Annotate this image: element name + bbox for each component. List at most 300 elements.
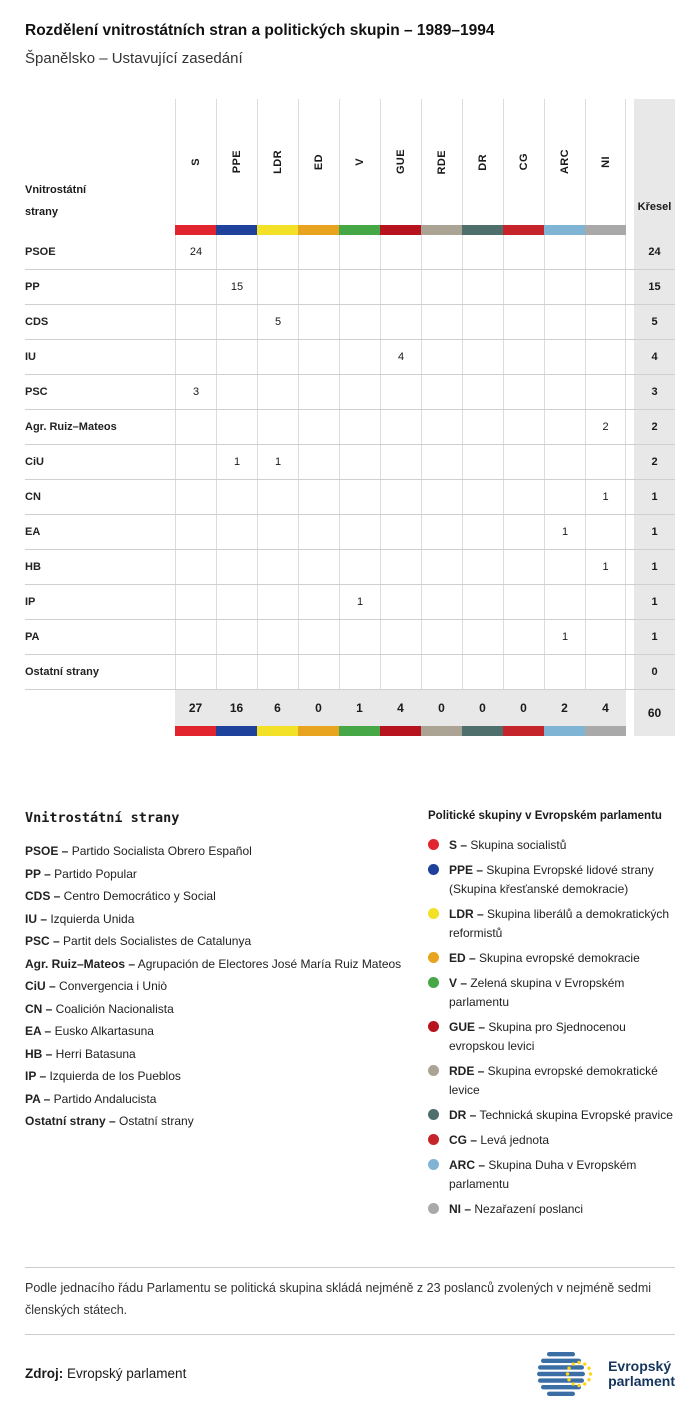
value-cell <box>585 305 626 339</box>
value-cell <box>380 375 421 409</box>
seats-cell: 5 <box>634 305 675 339</box>
group-legend-item <box>428 974 675 1012</box>
value-cell <box>298 270 339 304</box>
group-header-label: DR <box>477 153 489 171</box>
party-abbr: IP – <box>25 1069 47 1083</box>
value-cell <box>503 550 544 584</box>
value-cell <box>544 550 585 584</box>
party-abbr: EA – <box>25 1024 52 1038</box>
value-cell <box>298 550 339 584</box>
group-header-RDE <box>421 99 462 225</box>
value-cell: 15 <box>216 270 257 304</box>
column-gap <box>626 410 634 444</box>
seats-cell: 1 <box>634 550 675 584</box>
total-value: 0 <box>462 690 503 726</box>
value-cell <box>380 655 421 689</box>
value-cell <box>544 655 585 689</box>
value-cell: 1 <box>257 445 298 479</box>
value-cell <box>503 480 544 514</box>
group-legend-item <box>428 1200 675 1219</box>
party-legend-item: HB – Herri Batasuna <box>25 1046 136 1061</box>
table-row <box>25 515 675 550</box>
value-cell <box>462 620 503 654</box>
group-abbr: S – <box>449 838 468 852</box>
table-row <box>25 270 675 305</box>
group-legend-item <box>428 1156 675 1194</box>
party-legend-item: Ostatní strany – Ostatní strany <box>25 1114 194 1128</box>
group-color-dot-ARC <box>428 1159 439 1170</box>
column-gap <box>626 235 634 269</box>
seats-cell: 1 <box>634 480 675 514</box>
total-value: 2 <box>544 690 585 726</box>
party-legend-item: CDS – Centro Democrático y Social <box>25 889 216 903</box>
ep-logo-line1: Evropský <box>608 1357 672 1374</box>
legend-section <box>25 810 675 1225</box>
column-gap <box>626 340 634 374</box>
group-color-dot-DR <box>428 1109 439 1120</box>
value-cell <box>257 340 298 374</box>
value-cell <box>298 515 339 549</box>
value-cell <box>257 550 298 584</box>
party-legend-item: PA – Partido Andalucista <box>25 1091 157 1106</box>
total-value: 1 <box>339 690 380 726</box>
table-row <box>25 340 675 375</box>
value-cell <box>462 445 503 479</box>
source-row <box>25 1351 675 1397</box>
group-color-bar-LDR <box>257 225 298 235</box>
group-color-dot-V <box>428 977 439 988</box>
value-cell <box>421 270 462 304</box>
totals-spacer <box>25 690 175 736</box>
seats-cell: 3 <box>634 375 675 409</box>
value-cell <box>339 375 380 409</box>
table-row <box>25 550 675 585</box>
group-legend-text: V – Zelená skupina v Evropském parlamentu <box>449 976 625 1009</box>
group-header-NI <box>585 99 626 225</box>
group-header-PPE <box>216 99 257 225</box>
source-label: Zdroj: <box>25 1366 64 1382</box>
column-gap <box>626 305 634 339</box>
group-color-bar-V <box>339 225 380 235</box>
party-legend-item: EA – Eusko Alkartasuna <box>25 1024 154 1038</box>
totals-row <box>25 690 675 736</box>
value-cell <box>462 480 503 514</box>
value-cell <box>462 235 503 269</box>
table-row <box>25 620 675 655</box>
party-abbr: Ostatní strany – <box>25 1114 116 1128</box>
value-cell <box>339 410 380 444</box>
total-color-bar-DR <box>462 726 503 736</box>
group-legend-item <box>428 1018 675 1056</box>
value-cell <box>175 515 216 549</box>
value-cell <box>175 655 216 689</box>
value-cell <box>544 340 585 374</box>
value-cell <box>380 550 421 584</box>
seats-cell: 1 <box>634 585 675 619</box>
value-cell <box>503 235 544 269</box>
table-row <box>25 445 675 480</box>
value-cell <box>380 270 421 304</box>
party-abbr: IU – <box>25 911 48 926</box>
party-name: EA <box>25 526 41 538</box>
value-cell <box>298 445 339 479</box>
party-abbr: PSC – <box>25 934 60 948</box>
total-color-bar-GUE <box>380 726 421 736</box>
divider-top <box>25 1267 675 1268</box>
value-cell <box>298 375 339 409</box>
party-name: PSC <box>25 386 48 398</box>
total-value: 0 <box>421 690 462 726</box>
value-cell <box>421 620 462 654</box>
value-cell <box>175 480 216 514</box>
total-value: 16 <box>216 690 257 726</box>
value-cell <box>298 235 339 269</box>
group-header-label: S <box>190 158 202 166</box>
party-name: Ostatní strany <box>25 666 99 678</box>
seats-cell: 1 <box>634 620 675 654</box>
value-cell <box>421 305 462 339</box>
party-name: PSOE <box>25 246 56 258</box>
value-cell: 1 <box>216 445 257 479</box>
value-cell <box>216 340 257 374</box>
value-cell <box>175 340 216 374</box>
value-cell <box>380 515 421 549</box>
value-cell <box>216 550 257 584</box>
total-color-bar-ED <box>298 726 339 736</box>
value-cell: 1 <box>585 550 626 584</box>
bar-row-spacer <box>25 225 175 235</box>
group-header-GUE <box>380 99 421 225</box>
value-cell: 3 <box>175 375 216 409</box>
value-cell <box>298 340 339 374</box>
group-color-dot-NI <box>428 1203 439 1214</box>
ep-logo-line2: parlament <box>608 1372 675 1389</box>
value-cell <box>544 480 585 514</box>
value-cell <box>257 270 298 304</box>
value-cell <box>462 340 503 374</box>
value-cell <box>380 235 421 269</box>
total-color-bar-ARC <box>544 726 585 736</box>
seats-header-extension <box>634 225 675 235</box>
group-color-bar-S <box>175 225 216 235</box>
group-legend-item <box>428 1106 675 1125</box>
value-cell <box>544 305 585 339</box>
value-cell <box>544 445 585 479</box>
column-gap <box>626 225 634 235</box>
group-header-label: ARC <box>559 149 571 175</box>
value-cell <box>298 410 339 444</box>
group-color-dot-S <box>428 839 439 850</box>
value-cell <box>421 235 462 269</box>
ep-logo-icon <box>537 1351 599 1397</box>
divider-bottom <box>25 1334 675 1335</box>
value-cell <box>503 515 544 549</box>
party-legend-list <box>25 840 428 1133</box>
total-value: 4 <box>380 690 421 726</box>
seats-cell: 0 <box>634 655 675 689</box>
group-legend <box>428 810 675 1225</box>
group-header-label: LDR <box>272 150 284 174</box>
column-gap <box>626 515 634 549</box>
value-cell <box>175 445 216 479</box>
value-cell <box>339 480 380 514</box>
value-cell <box>257 655 298 689</box>
party-abbr: PA – <box>25 1091 51 1106</box>
value-cell <box>298 655 339 689</box>
value-cell <box>462 550 503 584</box>
value-cell <box>421 340 462 374</box>
group-abbr: GUE – <box>449 1020 486 1034</box>
group-abbr: V – <box>449 976 468 990</box>
value-cell <box>462 655 503 689</box>
party-name: Agr. Ruiz–Mateos <box>25 421 117 433</box>
value-cell <box>175 550 216 584</box>
footnote-text: Podle jednacího řádu Parlamentu se politická skupina skládá nejméně z 23 poslanců zvolených v nejméně sedmi členských státech. <box>25 1281 652 1317</box>
group-header-DR <box>462 99 503 225</box>
group-abbr: PPE – <box>449 863 484 877</box>
total-value: 6 <box>257 690 298 726</box>
group-header-LDR <box>257 99 298 225</box>
value-cell <box>421 515 462 549</box>
value-cell <box>175 305 216 339</box>
party-legend-item: CiU – Convergencia i Uniò <box>25 979 168 993</box>
party-legend-heading: Vnitrostátní strany <box>25 810 180 826</box>
value-cell <box>380 445 421 479</box>
value-cell <box>257 515 298 549</box>
value-cell <box>339 620 380 654</box>
column-gap <box>626 375 634 409</box>
party-abbr: CiU – <box>25 979 56 993</box>
total-color-bar-PPE <box>216 726 257 736</box>
party-legend-item: PP – Partido Popular <box>25 866 137 881</box>
value-cell: 1 <box>544 620 585 654</box>
group-legend-item <box>428 949 675 968</box>
value-cell <box>585 585 626 619</box>
value-cell <box>503 585 544 619</box>
value-cell <box>257 480 298 514</box>
value-cell <box>175 410 216 444</box>
value-cell <box>462 410 503 444</box>
group-header-label: NI <box>599 156 612 168</box>
party-name: PP <box>25 281 40 293</box>
value-cell <box>339 340 380 374</box>
party-name: IP <box>25 596 36 608</box>
party-legend-item: IU – Izquierda Unida <box>25 911 135 926</box>
group-color-bar-CG <box>503 225 544 235</box>
party-name: CN <box>25 491 41 503</box>
value-cell: 1 <box>544 515 585 549</box>
group-legend-text: DR – Technická skupina Evropské pravice <box>449 1108 673 1122</box>
column-gap <box>626 445 634 479</box>
group-legend-item <box>428 1131 675 1150</box>
value-cell <box>421 655 462 689</box>
value-cell <box>257 235 298 269</box>
value-cell <box>421 585 462 619</box>
total-color-bar-RDE <box>421 726 462 736</box>
page-title: Rozdělení vnitrostátních stran a politických skupin – 1989–1994 <box>25 22 495 39</box>
group-color-dot-PPE <box>428 864 439 875</box>
source-text <box>25 1366 186 1381</box>
column-gap <box>626 655 634 689</box>
table-row <box>25 480 675 515</box>
value-cell <box>544 375 585 409</box>
seats-cell: 2 <box>634 445 675 479</box>
party-abbr: CN – <box>25 1001 53 1016</box>
table-row <box>25 410 675 445</box>
total-color-bar-V <box>339 726 380 736</box>
seats-cell: 24 <box>634 235 675 269</box>
party-name: HB <box>25 561 41 573</box>
value-cell <box>421 410 462 444</box>
group-color-bar-NI <box>585 225 626 235</box>
value-cell <box>462 305 503 339</box>
value-cell <box>339 550 380 584</box>
party-legend-item: CN – Coalición Nacionalista <box>25 1001 174 1016</box>
value-cell <box>544 235 585 269</box>
total-color-bar-S <box>175 726 216 736</box>
total-value: 27 <box>175 690 216 726</box>
value-cell <box>175 585 216 619</box>
seats-cell: 2 <box>634 410 675 444</box>
group-color-dot-ED <box>428 952 439 963</box>
group-abbr: CG – <box>449 1133 478 1147</box>
group-legend-text: S – Skupina socialistů <box>449 838 567 852</box>
seats-column-header: Křesel <box>634 99 675 225</box>
group-legend-text: GUE – Skupina pro Sjednocenou evropskou levici <box>449 1020 626 1053</box>
party-legend-item: PSC – Partit dels Socialistes de Catalunya <box>25 934 252 948</box>
value-cell <box>216 620 257 654</box>
group-header-V <box>339 99 380 225</box>
value-cell <box>585 340 626 374</box>
value-cell <box>421 550 462 584</box>
value-cell <box>503 410 544 444</box>
value-cell <box>298 620 339 654</box>
value-cell <box>339 235 380 269</box>
group-color-bar-PPE <box>216 225 257 235</box>
value-cell <box>298 305 339 339</box>
table-row <box>25 655 675 690</box>
value-cell <box>380 620 421 654</box>
value-cell: 24 <box>175 235 216 269</box>
group-header-label: PPE <box>231 150 243 174</box>
group-header-label: GUE <box>395 149 407 175</box>
value-cell <box>585 375 626 409</box>
value-cell <box>380 305 421 339</box>
party-name: CiU <box>25 456 44 468</box>
group-color-bar-ARC <box>544 225 585 235</box>
party-legend <box>25 810 428 1225</box>
party-legend-item: IP – Izquierda de los Pueblos <box>25 1069 181 1083</box>
value-cell <box>503 375 544 409</box>
first-column-header-label: Vnitrostátní strany <box>25 184 87 218</box>
value-cell <box>462 375 503 409</box>
value-cell <box>216 410 257 444</box>
value-cell <box>544 270 585 304</box>
value-cell: 1 <box>585 480 626 514</box>
footnote-section <box>25 1267 675 1335</box>
value-cell <box>503 445 544 479</box>
party-name: PA <box>25 631 40 643</box>
value-cell <box>503 340 544 374</box>
value-cell <box>421 445 462 479</box>
party-abbr: Agr. Ruiz–Mateos – <box>25 956 136 971</box>
table-row <box>25 235 675 270</box>
group-legend-item <box>428 836 675 855</box>
value-cell <box>339 655 380 689</box>
group-legend-heading: Politické skupiny v Evropském parlamentu <box>428 810 662 822</box>
value-cell <box>216 480 257 514</box>
value-cell <box>339 515 380 549</box>
total-color-bar-NI <box>585 726 626 736</box>
seats-cell: 15 <box>634 270 675 304</box>
source-value: Evropský parlament <box>67 1366 187 1382</box>
group-legend-item <box>428 905 675 943</box>
value-cell <box>462 515 503 549</box>
ep-logo-text <box>608 1359 675 1389</box>
value-cell <box>257 375 298 409</box>
value-cell <box>421 480 462 514</box>
column-gap <box>626 620 634 654</box>
group-color-dot-GUE <box>428 1021 439 1032</box>
value-cell: 2 <box>585 410 626 444</box>
group-header-ED <box>298 99 339 225</box>
value-cell <box>380 480 421 514</box>
party-abbr: PSOE – <box>25 844 69 858</box>
value-cell: 5 <box>257 305 298 339</box>
value-cell <box>380 410 421 444</box>
value-cell <box>585 620 626 654</box>
value-cell <box>216 235 257 269</box>
column-gap <box>626 585 634 619</box>
group-abbr: LDR – <box>449 907 484 921</box>
group-legend-list <box>428 836 675 1219</box>
party-name: IU <box>25 351 36 363</box>
group-color-dot-LDR <box>428 908 439 919</box>
value-cell <box>339 305 380 339</box>
column-gap <box>626 690 634 736</box>
group-abbr: ED – <box>449 951 476 965</box>
group-color-bar-DR <box>462 225 503 235</box>
value-cell <box>462 270 503 304</box>
value-cell <box>257 620 298 654</box>
party-legend-item: Agr. Ruiz–Mateos – Agrupación de Electores José María Ruiz Mateos <box>25 956 402 971</box>
group-header-label: ED <box>313 153 325 171</box>
group-color-bar-GUE <box>380 225 421 235</box>
total-value: 0 <box>298 690 339 726</box>
total-color-bar-LDR <box>257 726 298 736</box>
first-column-header <box>25 99 175 225</box>
party-abbr: HB – <box>25 1046 53 1061</box>
group-color-dot-RDE <box>428 1065 439 1076</box>
value-cell <box>175 620 216 654</box>
group-color-bar-row <box>25 225 675 235</box>
value-cell <box>585 270 626 304</box>
party-legend-item: PSOE – Partido Socialista Obrero Español <box>25 844 252 858</box>
value-cell <box>503 620 544 654</box>
total-color-bar-CG <box>503 726 544 736</box>
party-name: CDS <box>25 316 49 328</box>
group-header-label: RDE <box>436 149 448 175</box>
table-row <box>25 585 675 620</box>
value-cell <box>503 655 544 689</box>
total-seats: 60 <box>634 690 675 736</box>
value-cell <box>585 235 626 269</box>
value-cell <box>298 585 339 619</box>
column-gap <box>626 99 634 225</box>
value-cell <box>298 480 339 514</box>
seats-table <box>25 99 675 736</box>
seats-cell: 4 <box>634 340 675 374</box>
